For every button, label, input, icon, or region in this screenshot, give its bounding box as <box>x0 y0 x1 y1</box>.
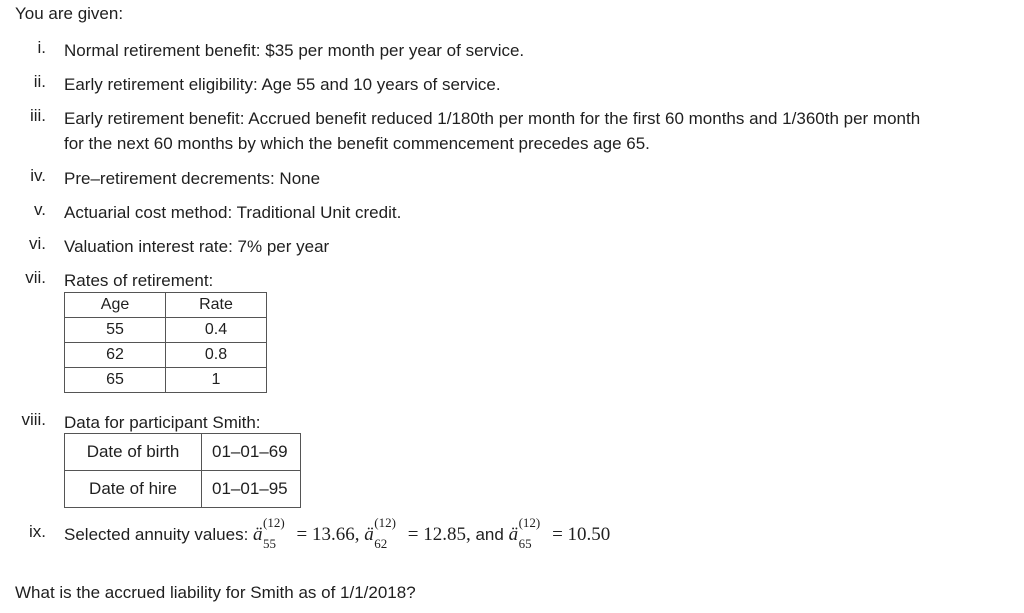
table-cell: 65 <box>65 368 166 393</box>
annuity-superscript: (12) <box>263 515 285 530</box>
question-text: What is the accrued liability for Smith as of 1/1/2018? <box>15 583 416 602</box>
table-cell-label: Date of birth <box>65 434 202 471</box>
item-text: Pre–retirement decrements: None <box>64 169 321 188</box>
participant-data-table <box>64 433 301 508</box>
item-text: Valuation interest rate: 7% per year <box>64 237 330 256</box>
item-number: i. <box>37 38 46 57</box>
item-text: Normal retirement benefit: $35 per month per year of service. <box>64 41 525 60</box>
table-cell-value: 01–01–95 <box>202 471 301 508</box>
intro-text: You are given: <box>15 4 124 23</box>
item-number: vi. <box>29 234 46 253</box>
item-text <box>64 106 1024 156</box>
annuity-symbol: ä <box>253 524 263 545</box>
annuity-subscript: 55 <box>263 536 277 551</box>
item-text-line2: for the next 60 months by which the benefit commencement precedes age 65. <box>64 134 650 153</box>
retirement-rates-table <box>64 292 267 393</box>
table-cell: 0.4 <box>166 318 267 343</box>
table-header-row <box>65 293 267 318</box>
table-cell: 55 <box>65 318 166 343</box>
table-row <box>65 343 267 368</box>
item-number: ii. <box>33 72 46 91</box>
annuity-value: = 13.66, <box>296 524 360 545</box>
item-text: Data for participant Smith: <box>64 413 261 432</box>
annuity-symbol: ä <box>508 524 519 545</box>
item-number: v. <box>34 200 46 219</box>
item-text: Rates of retirement: <box>64 271 214 290</box>
annuity-55 <box>253 515 285 551</box>
annuity-superscript: (12) <box>518 515 541 530</box>
table-row <box>65 471 301 508</box>
table-row <box>65 368 267 393</box>
annuity-formula <box>253 515 611 551</box>
item-text: Actuarial cost method: Traditional Unit credit. <box>64 203 402 222</box>
column-header-rate: Rate <box>166 293 267 318</box>
table-cell: 62 <box>65 343 166 368</box>
annuity-value: = 12.85, <box>407 524 471 545</box>
annuity-superscript: (12) <box>374 515 396 530</box>
item-number: iv. <box>30 166 46 185</box>
item-text-line1: Early retirement benefit: Accrued benefit reduced 1/180th per month for the first 60 months and 1/360th per month <box>64 109 921 128</box>
table-row <box>65 434 301 471</box>
item-text: Early retirement eligibility: Age 55 and 10 years of service. <box>64 75 501 94</box>
item-number: viii. <box>21 410 46 429</box>
table-cell: 1 <box>166 368 267 393</box>
item-number: iii. <box>29 106 46 125</box>
annuity-65 <box>508 515 541 551</box>
item-number: ix. <box>29 522 46 541</box>
item-number: vii. <box>25 268 46 287</box>
annuity-62 <box>364 515 396 551</box>
column-header-age: Age <box>65 293 166 318</box>
annuity-value: = 10.50 <box>552 524 611 545</box>
annuity-symbol: ä <box>364 524 374 545</box>
table-cell: 0.8 <box>166 343 267 368</box>
table-row <box>65 318 267 343</box>
annuity-subscript: 65 <box>518 536 532 551</box>
annuity-subscript: 62 <box>374 536 388 551</box>
annuity-and: and <box>475 525 504 544</box>
item-text <box>64 515 1024 551</box>
table-cell-value: 01–01–69 <box>202 434 301 471</box>
item-label: Selected annuity values: <box>64 525 249 544</box>
table-cell-label: Date of hire <box>65 471 202 508</box>
